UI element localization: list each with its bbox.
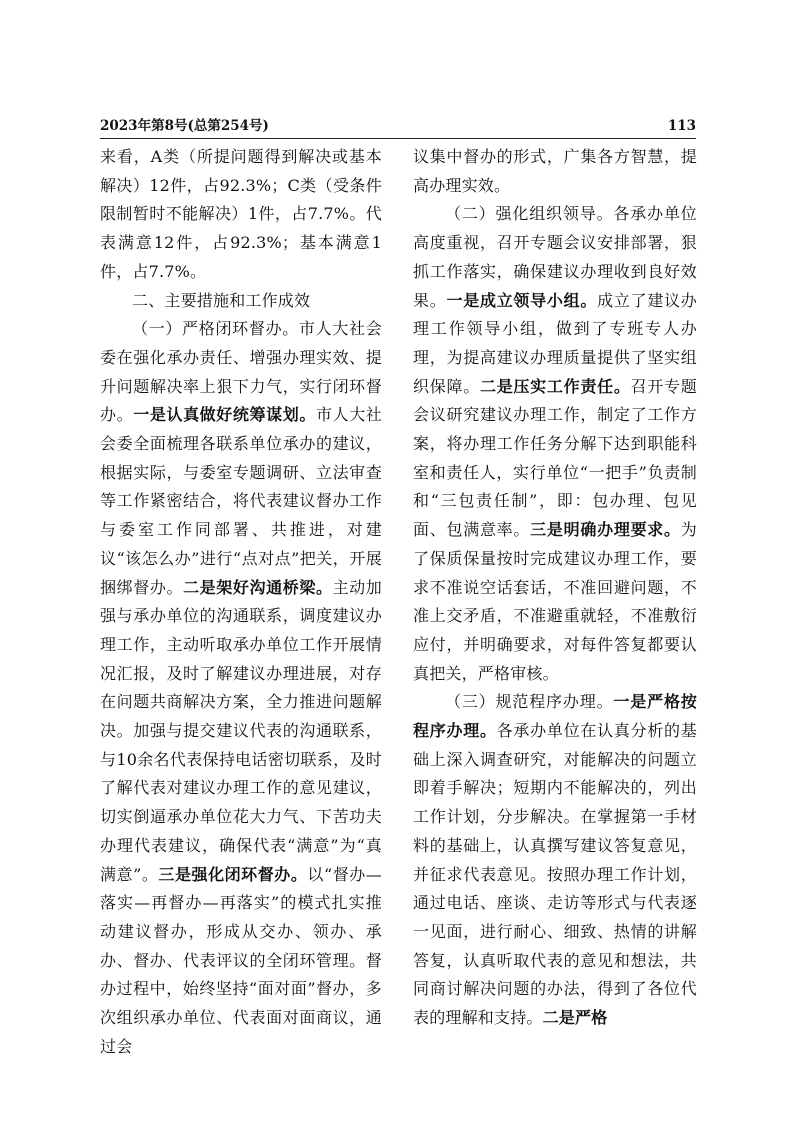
bold-point: 二是压实工作责任。 [479, 376, 631, 396]
paragraph [413, 200, 697, 688]
subsection-lead: （一）严格闭环督办。 [132, 319, 299, 339]
section-heading [100, 287, 382, 316]
paragraph [100, 315, 382, 1061]
paragraph-text: 召开专题会议研究建议办理工作，制定了工作方案，将办理工作任务分解下达到职能科室和责任人，实行单位“一把手”负责制和“三包责任制”，即：包办理、包见面、包满意率。 [413, 376, 697, 540]
bold-point: 三是强化闭环督办。 [158, 864, 308, 884]
paragraph-text: 成立了建议办理工作领导小组，做到了专班专人办理，为提高建议办理质量提供了坚实组织保障。 [413, 290, 698, 396]
page-number: 113 [667, 118, 696, 134]
section-heading-text: 二、主要措施和工作成效 [132, 290, 311, 310]
paragraph-text: 议集中督办的形式，广集各方智慧，提高办理实效。 [413, 147, 697, 195]
paragraph [413, 688, 697, 1032]
bold-point: 一是成立领导小组。 [446, 290, 598, 310]
paragraph [413, 143, 697, 200]
paragraph-text: 来看，A类（所提问题得到解决或基本解决）12件，占92.3%；C类（受条件限制暂时不能解决）1件，占7.7%。代表满意12件，占92.3%；基本满意1件，占7.7%。 [100, 147, 382, 281]
paragraph-text: 为了保质保量按时完成建议办理工作，要求不准说空话套话，不准回避问题，不准上交矛盾，不准避重就轻，不准敷衍应付，并明确要求，对每件答复都要认真把关，严格审核。 [413, 520, 697, 683]
paragraph-text: 主动加强与承办单位的沟通联系，调度建议办理工作，主动听取承办单位工作开展情况汇报，及时了解建议办理进展，对存在问题共商解决方案，全力推进问题解决。加强与提交建议代表的沟通联系，与10余名代表保持电话密切联系，及时了解代表对建议办理工作的意见建议，切实倒逼承办单位花大力气、下苦功夫办理代表建议，确保代表“满意”为“真满意”。 [100, 577, 382, 884]
paragraph-text: 各承办单位高度重视，召开专题会议安排部署，狠抓工作落实，确保建议办理收到良好效果。 [413, 204, 697, 310]
subsection-lead: （二）强化组织领导。 [445, 204, 614, 224]
bold-point: 二是严格 [542, 1008, 608, 1028]
paragraph-text: 市人大社会委全面梳理各联系单位承办的建议，根据实际，与委室专题调研、立法审查等工作紧密结合，将代表建议督办工作与委室工作同部署、共推进，对建议“该怎么办”进行“点对点”把关，开展捆绑督办。 [100, 405, 383, 597]
bold-point: 一是严格按程序办理。 [413, 692, 697, 741]
page-header [100, 117, 696, 135]
issue-label: 2023年第8号(总第254号) [100, 118, 269, 134]
left-column [100, 143, 382, 1062]
subsection-lead: （三）规范程序办理。 [445, 692, 614, 712]
bold-point: 三是明确办理要求。 [530, 520, 681, 540]
paragraph-text: 以“督办—落实—再督办—再落实”的模式扎实推动建议督办，形成从交办、领办、承办、督办、代表评议的全闭环管理。督办过程中，始终坚持“面对面”督办，多次组织承办单位、代表面对面商议，通过会 [100, 864, 383, 1056]
paragraph-text: 市人大社会委在强化承办责任、增强办理实效、提升问题解决率上狠下力气，实行闭环督办。 [100, 319, 382, 425]
paragraph-text: 各承办单位在认真分析的基础上深入调查研究，对能解决的问题立即着手解决；短期内不能解决的，列出工作计划，分步解决。在掌握第一手材料的基础上，认真撰写建议答复意见，并征求代表意见。按照办理工作计划，通过电话、座谈、走访等形式与代表逐一见面，进行耐心、细致、热情的讲解答复，认真听取代表的意见和想法，共同商讨解决问题的办法，得到了各位代表的理解和支持。 [413, 721, 697, 1028]
right-column [413, 143, 697, 1033]
bold-point: 一是认真做好统筹谋划。 [133, 405, 316, 425]
paragraph [100, 143, 382, 287]
bold-point: 二是架好沟通桥梁。 [183, 577, 333, 597]
header-rule [100, 138, 696, 139]
